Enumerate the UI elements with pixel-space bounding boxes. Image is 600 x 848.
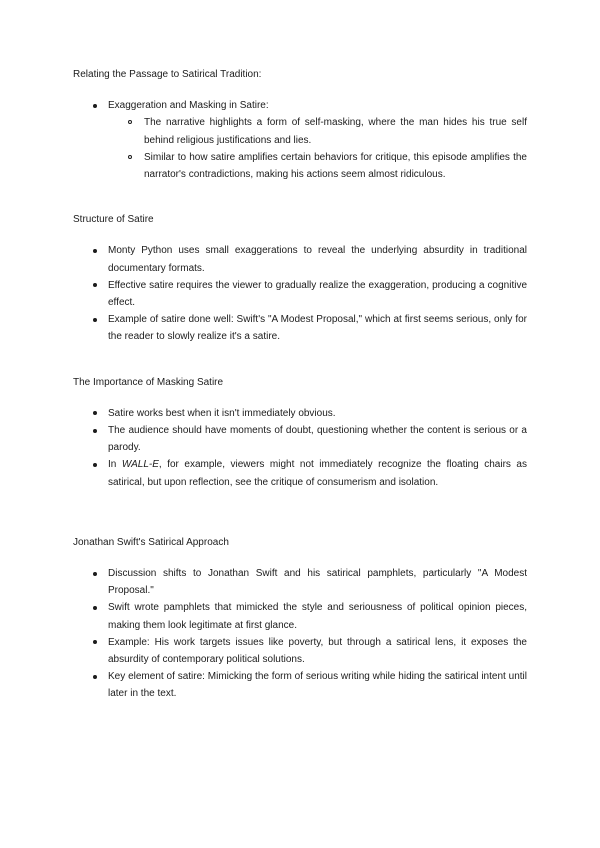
bullet-dot-icon — [93, 318, 97, 322]
bullet-dot-icon — [93, 606, 97, 610]
sub-bullet-list — [108, 114, 527, 183]
section-heading: Structure of Satire — [73, 214, 154, 226]
list-item-text: The audience should have moments of doubt, questioning whether the content is serious or a parody. — [108, 425, 527, 454]
list-item-text: The narrative highlights a form of self-masking, where the man hides his true self behind religious justifications and lies. — [144, 117, 527, 146]
bullet-dot-icon — [93, 411, 97, 415]
list-item-text: Effective satire requires the viewer to gradually realize the exaggeration, producing a cognitive effect. — [108, 279, 527, 309]
list-item — [73, 565, 527, 599]
bullet-dot-icon — [93, 463, 97, 467]
bullet-dot-icon — [93, 675, 97, 679]
bullet-list — [73, 97, 527, 183]
bullet-dot-icon — [93, 283, 97, 287]
list-item-text: Key element of satire: Mimicking the form of serious writing while hiding the satirical intent until later in the text. — [108, 671, 527, 700]
section-swift-approach — [73, 534, 527, 703]
list-item — [73, 311, 527, 345]
section-importance-of-masking — [73, 374, 527, 491]
list-item — [108, 114, 527, 148]
list-item-text: Exaggeration and Masking in Satire: — [108, 100, 269, 112]
italic-title-text: WALL-E — [121, 459, 159, 471]
list-item — [108, 149, 527, 183]
section-heading: Relating the Passage to Satirical Tradition: — [73, 69, 262, 80]
bullet-dot-icon — [93, 640, 97, 644]
list-item — [73, 277, 527, 311]
list-item — [73, 422, 527, 456]
bullet-circle-icon — [128, 155, 132, 159]
list-item — [73, 668, 527, 702]
bullet-dot-icon — [93, 429, 97, 433]
bullet-dot-icon — [93, 572, 97, 576]
list-item-text: Example of satire done well: Swift's "A Modest Proposal," which at first seems serious, only for the reader to slowly realize it's a satire. — [108, 314, 527, 343]
bullet-dot-icon — [93, 104, 97, 108]
list-item — [73, 97, 527, 183]
list-item — [73, 599, 527, 633]
section-heading: Jonathan Swift's Satirical Approach — [73, 536, 229, 548]
list-item-text: Similar to how satire amplifies certain behaviors for critique, this episode amplifies the narrator's contradictions, making his actions seem almost ridiculous. — [144, 151, 527, 181]
list-item-text: Satire works best when it isn't immediately obvious. — [108, 407, 336, 419]
list-item-text: Swift wrote pamphlets that mimicked the style and seriousness of political opinion pieces, making them look legitimate at first glance. — [108, 602, 527, 631]
list-item-text: Example: His work targets issues like poverty, but through a satirical lens, it exposes the absurdity of contemporary political solutions. — [108, 636, 527, 666]
section-heading: The Importance of Masking Satire — [73, 376, 224, 388]
list-item-text: Monty Python uses small exaggerations to reveal the underlying absurdity in traditional documentary formats. — [108, 245, 527, 274]
bullet-list — [73, 405, 527, 491]
list-item — [73, 456, 527, 490]
list-item — [73, 405, 527, 422]
bullet-list — [73, 565, 527, 703]
bullet-list — [73, 242, 527, 345]
section-structure-of-satire — [73, 211, 527, 345]
list-item-text: Discussion shifts to Jonathan Swift and his satirical pamphlets, particularly "A Modest Proposal." — [108, 568, 527, 597]
list-item-text: In WALL-E, for example, viewers might not immediately recognize the floating chairs as satirical, but upon reflection, see the critique of consumerism and isolation. — [108, 459, 527, 488]
list-item — [73, 634, 527, 668]
bullet-circle-icon — [128, 120, 132, 124]
bullet-dot-icon — [93, 249, 97, 253]
section-relating-passage — [73, 66, 527, 183]
list-item — [73, 242, 527, 276]
